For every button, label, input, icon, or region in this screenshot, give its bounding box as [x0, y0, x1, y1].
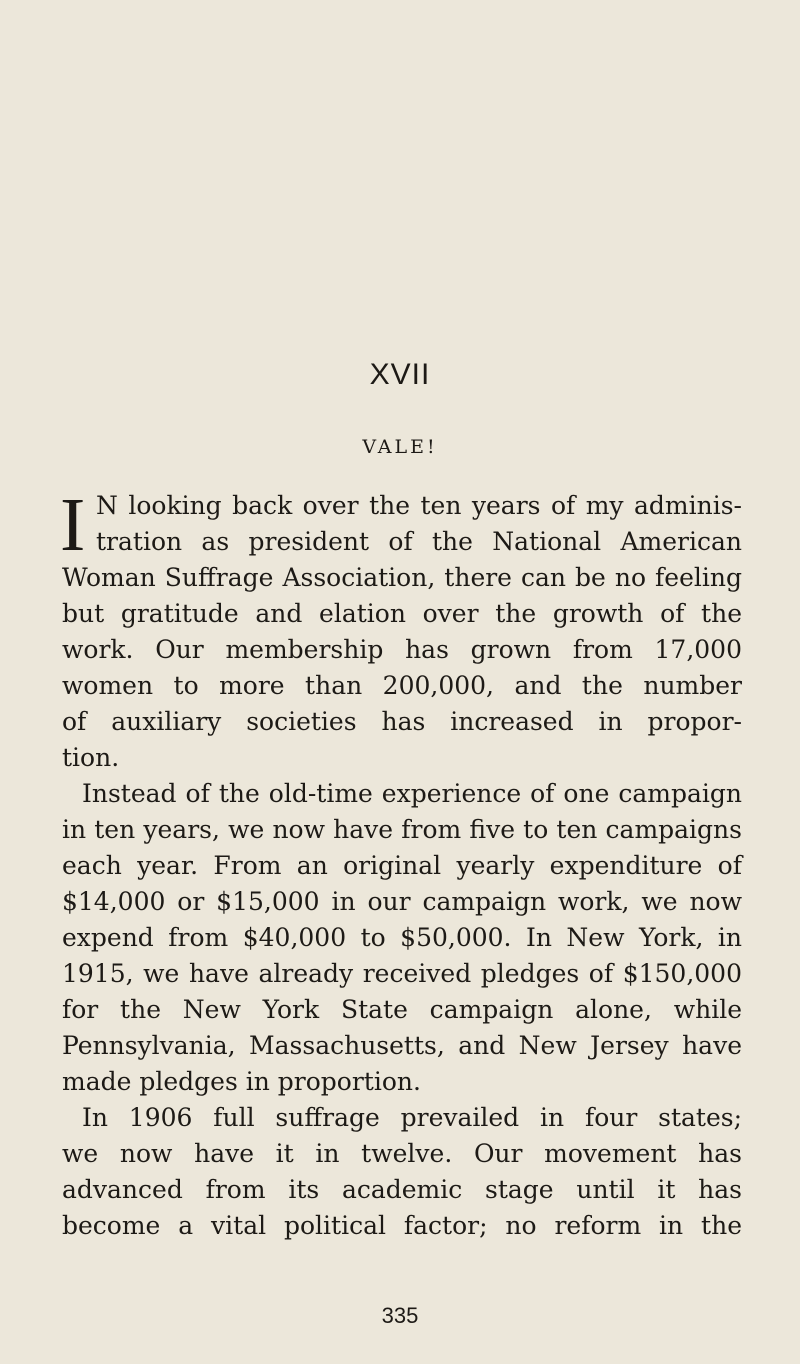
text-line: of auxiliary societies has increased in propor-: [62, 707, 742, 736]
body-text: [60, 483, 742, 1244]
text-line: women to more than 200,000, and the number: [62, 671, 742, 700]
text-line: we now have it in twelve. Our movement has: [62, 1139, 742, 1168]
text-line: made pledges in proportion.: [62, 1067, 421, 1096]
text-line: In 1906 full suffrage prevailed in four states;: [82, 1103, 742, 1132]
text-line: Instead of the old-time experience of one campaign: [82, 779, 742, 808]
text-line: N looking back over the ten years of my adminis-: [96, 491, 742, 520]
text-line: Pennsylvania, Massachusetts, and New Jersey have: [62, 1031, 742, 1060]
text-line: tration as president of the National American: [96, 527, 742, 556]
page-number: 335: [381, 1303, 419, 1328]
text-line: tion.: [62, 743, 120, 772]
text-line: 1915, we have already received pledges of $150,000: [62, 959, 742, 988]
text-line: for the New York State campaign alone, while: [62, 995, 742, 1024]
text-line: work. Our membership has grown from 17,000: [62, 635, 742, 664]
text-line: become a vital political factor; no reform in the: [62, 1211, 742, 1240]
text-line: expend from $40,000 to $50,000. In New York, in: [62, 923, 742, 952]
text-line: but gratitude and elation over the growth of the: [62, 599, 742, 628]
text-line: in ten years, we now have from five to ten campaigns: [62, 815, 742, 844]
text-line: each year. From an original yearly expenditure of: [62, 851, 742, 880]
chapter-title: VALE!: [362, 436, 438, 458]
text-line: $14,000 or $15,000 in our campaign work, we now: [62, 887, 742, 916]
drop-cap: I: [60, 483, 86, 567]
text-line: Woman Suffrage Association, there can be no feeling: [62, 563, 742, 592]
text-line: advanced from its academic stage until it has: [62, 1175, 742, 1204]
chapter-number: XVII: [369, 358, 431, 391]
